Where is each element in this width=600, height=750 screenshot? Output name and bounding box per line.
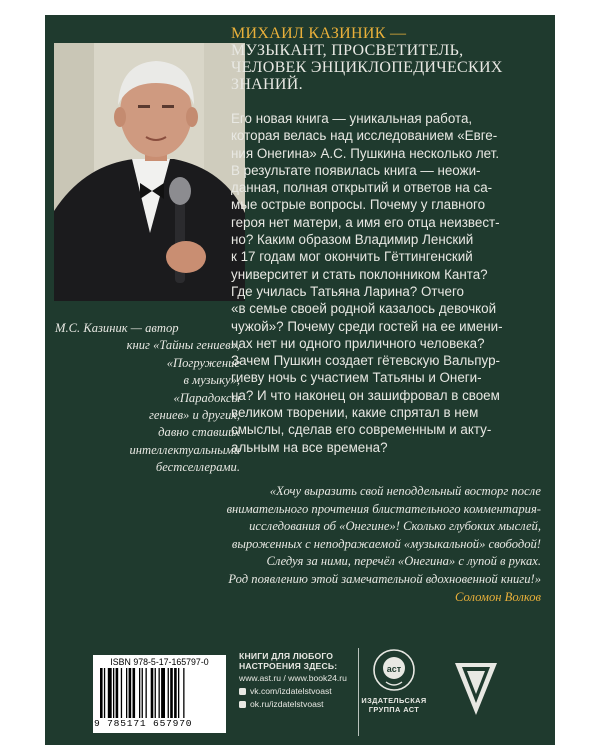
description-line: чужой»? Почему среди гостей на ее имени- bbox=[231, 318, 503, 334]
publisher-block bbox=[361, 648, 427, 714]
description-line: на? И что наконец он зашифровал в своем bbox=[231, 387, 500, 403]
caption-line: бестселлерами. bbox=[155, 460, 240, 475]
link-vk[interactable] bbox=[239, 685, 347, 697]
description-line: университет и стать поклонником Канта? bbox=[231, 266, 488, 282]
description-line: нах нет ни одного приличного человека? bbox=[231, 335, 485, 351]
caption-line: книг «Тайны гениев», bbox=[126, 338, 240, 353]
links-heading-line: НАСТРОЕНИЯ ЗДЕСЬ: bbox=[239, 661, 338, 671]
description-line: мые острые вопросы. Почему у главного bbox=[231, 197, 486, 213]
ast-logo-text: аст bbox=[386, 664, 402, 674]
author-caption bbox=[55, 320, 240, 477]
caption-line: «Погружение bbox=[166, 355, 240, 370]
author-role-line: ЗНАНИЙ. bbox=[231, 76, 303, 93]
review-quote bbox=[175, 483, 541, 588]
author-name: МИХАИЛ КАЗИНИК — bbox=[231, 25, 407, 42]
author-heading bbox=[231, 25, 503, 93]
description-line: которая велась над исследованием «Евге- bbox=[231, 128, 498, 144]
description-line: смыслы, сделав его современным и акту- bbox=[231, 422, 492, 438]
link-text: vk.com/izdatelstvoast bbox=[250, 686, 332, 696]
caption-line: М.С. Казиник — автор bbox=[55, 321, 179, 335]
quote-line: исследования об «Онегине»! Сколько глубоких мыслей, bbox=[249, 519, 541, 533]
author-photo-illustration bbox=[54, 43, 245, 301]
link-text: ok.ru/izdatelstvoast bbox=[250, 699, 324, 709]
description-line: но? Каким образом Владимир Ленский bbox=[231, 232, 474, 248]
isbn-label: ISBN 978-5-17-165797-0 bbox=[110, 657, 209, 667]
publisher-links bbox=[239, 651, 347, 710]
description-line: В результате появилась книга — неожи- bbox=[231, 162, 481, 178]
barcode-icon bbox=[100, 668, 219, 718]
vk-icon bbox=[239, 688, 246, 695]
description-line: гиеву ночь с участием Татьяны и Онеги- bbox=[231, 370, 482, 386]
description-line: данная, полная открытий и ответов на са- bbox=[231, 180, 493, 196]
ast-logo-icon bbox=[372, 648, 416, 692]
links-heading-line: КНИГИ ДЛЯ ЛЮБОГО bbox=[239, 651, 334, 661]
quote-line: выроженных с неподражаемой «музыкальной» свободой! bbox=[231, 536, 541, 551]
description-line: к 17 годам мог окончить Гёттингенский bbox=[231, 249, 473, 265]
description-line: великом творении, какие спрятал в нем bbox=[231, 405, 479, 421]
publisher-name-line: ИЗДАТЕЛЬСКАЯ bbox=[361, 696, 427, 705]
quote-line: внимательного прочтения блистательного комментария- bbox=[226, 501, 541, 516]
link-website[interactable] bbox=[239, 672, 347, 684]
description-line: героя нет матери, а имя его отца неизвест- bbox=[231, 214, 500, 230]
link-text: www.ast.ru / www.book24.ru bbox=[239, 673, 347, 683]
divider bbox=[358, 648, 359, 736]
caption-line: давно ставших bbox=[158, 425, 240, 440]
quote-line: «Хочу выразить свой неподдельный восторг после bbox=[269, 484, 541, 498]
description-line: Где училась Татьяна Ларина? Отчего bbox=[231, 283, 464, 299]
description-line: Его новая книга — уникальная работа, bbox=[231, 111, 473, 126]
caption-line: интеллектуальными bbox=[129, 442, 240, 457]
author-role-line: МУЗЫКАНТ, ПРОСВЕТИТЕЛЬ, bbox=[231, 42, 464, 59]
author-photo bbox=[54, 43, 245, 301]
links-heading bbox=[239, 651, 347, 671]
caption-line: гениев» и других, bbox=[148, 408, 240, 423]
book-description bbox=[231, 110, 541, 456]
quote-author: Соломон Волков bbox=[454, 590, 541, 604]
publisher-name-line: ГРУППА АСТ bbox=[368, 705, 420, 714]
link-ok[interactable] bbox=[239, 698, 347, 710]
isbn-barcode-box bbox=[93, 655, 226, 733]
ok-icon bbox=[239, 701, 246, 708]
author-role-line: ЧЕЛОВЕК ЭНЦИКЛОПЕДИЧЕСКИХ bbox=[231, 59, 503, 76]
barcode-digits: 9 785171 657970 bbox=[94, 718, 193, 729]
publisher-name bbox=[361, 696, 427, 714]
book-back-cover bbox=[45, 15, 555, 745]
imprint-logo-icon bbox=[455, 663, 497, 715]
quote-line: Следуя за ними, перечёл «Онегина» с лупой в руках. bbox=[266, 554, 541, 568]
description-line: Зачем Пушкин создает гётевскую Вальпур- bbox=[231, 353, 500, 369]
description-line: альным на все времена? bbox=[231, 439, 388, 455]
caption-line: в музыку», bbox=[183, 373, 240, 388]
description-line: «в семье своей родной казалось девочкой bbox=[231, 301, 497, 317]
description-line: ния Онегина» А.С. Пушкина несколько лет. bbox=[231, 145, 500, 161]
caption-line: «Парадоксы bbox=[173, 390, 240, 405]
quote-line: Род появлению этой замечательной вдохновенной книги!» bbox=[228, 571, 541, 586]
